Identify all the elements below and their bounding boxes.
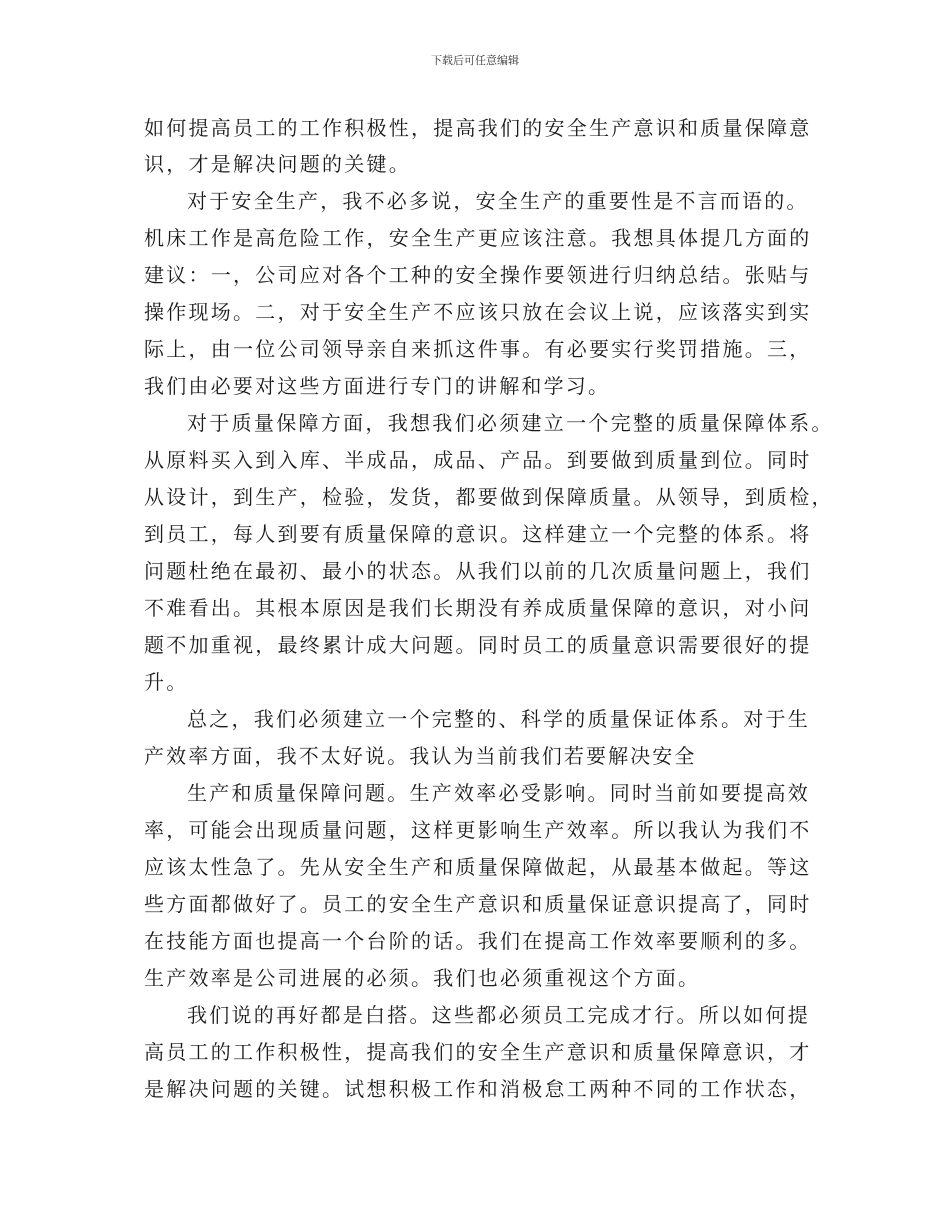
text-line: 机床工作是高危险工作，安全生产更应该注意。我想具体提几方面的 xyxy=(144,226,812,250)
text-line: 是解决问题的关键。试想积极工作和消极怠工两种不同的工作状态， xyxy=(144,1077,812,1101)
text-line: 产效率方面，我不太好说。我认为当前我们若要解决安全 xyxy=(144,744,697,768)
text-line: 总之，我们必须建立一个完整的、科学的质量保证体系。对于生 xyxy=(187,707,810,731)
text-line: 从原料买入到入库、半成品，成品、产品。到要做到质量到位。同时 xyxy=(144,448,812,472)
text-line: 我们由必要对这些方面进行专门的讲解和学习。 xyxy=(144,374,611,398)
text-line: 些方面都做好了。员工的安全生产意识和质量保证意识提高了，同时 xyxy=(144,892,812,916)
text-line: 对于安全生产，我不必多说，安全生产的重要性是不言而语的。 xyxy=(187,189,809,213)
text-line: 升。 xyxy=(144,670,189,694)
text-line: 在技能方面也提高一个台阶的话。我们在提高工作效率要顺利的多。 xyxy=(144,929,812,953)
text-line: 到员工，每人到要有质量保障的意识。这样建立一个完整的体系。将 xyxy=(144,522,812,546)
text-line: 从设计，到生产，检验，发货，都要做到保障质量。从领导，到质检， xyxy=(144,485,834,509)
text-line: 生产和质量保障问题。生产效率必受影响。同时当前如要提高效 xyxy=(187,781,810,805)
page-header: 下载后可任意编辑 xyxy=(431,54,519,67)
text-line: 建议：一，公司应对各个工种的安全操作要领进行归纳总结。张贴与 xyxy=(144,263,812,287)
text-line: 操作现场。二，对于安全生产不应该只放在会议上说，应该落实到实 xyxy=(144,300,812,324)
text-line: 应该太性急了。先从安全生产和质量保障做起，从最基本做起。等这 xyxy=(144,855,812,879)
text-line: 对于质量保障方面，我想我们必须建立一个完整的质量保障体系。 xyxy=(187,411,834,435)
text-line: 高员工的工作积极性，提高我们的安全生产意识和质量保障意识，才 xyxy=(144,1040,812,1064)
text-line: 如何提高员工的工作积极性，提高我们的安全生产意识和质量保障意 xyxy=(144,116,812,140)
text-line: 题不加重视，最终累计成大问题。同时员工的质量意识需要很好的提 xyxy=(144,633,812,657)
text-line: 我们说的再好都是白搭。这些都必须员工完成才行。所以如何提 xyxy=(187,1003,810,1027)
text-line: 生产效率是公司进展的必须。我们也必须重视这个方面。 xyxy=(144,966,701,990)
text-line: 际上，由一位公司领导亲自来抓这件事。有必要实行奖罚措施。三， xyxy=(144,337,812,361)
text-line: 率，可能会出现质量问题，这样更影响生产效率。所以我认为我们不 xyxy=(144,818,812,842)
text-line: 不难看出。其根本原因是我们长期没有养成质量保障的意识，对小问 xyxy=(144,596,812,620)
text-line: 问题杜绝在最初、最小的状态。从我们以前的几次质量问题上，我们 xyxy=(144,559,812,583)
text-line: 识，才是解决问题的关键。 xyxy=(144,152,411,176)
